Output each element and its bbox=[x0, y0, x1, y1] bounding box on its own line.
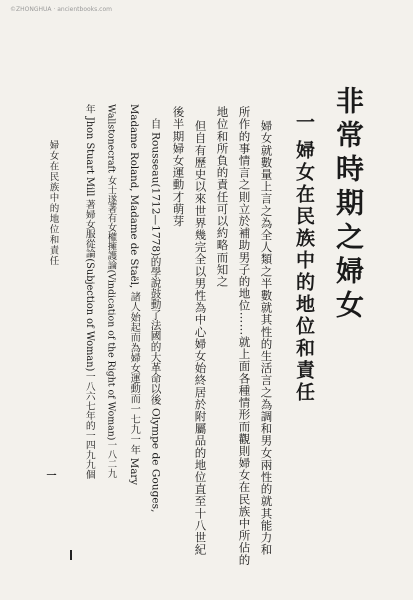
text-line: 自 Rousseau(1712—1778)的學說鼓動了法國的大革命以後 Olympe de Gouges, bbox=[149, 118, 162, 513]
section-heading: 婦女在民族中的地位和責任 bbox=[293, 140, 315, 404]
text-line: Madame Roland, Madame de Staël, 諸人始起而為婦女運動而一七九一年 Mary bbox=[128, 104, 140, 486]
text-line: 所作的事情言之則立於補助男子的地位……就上面各種情形而觀則婦女在民族中所佔的 bbox=[237, 106, 252, 566]
running-title: 婦女在民族中的地位和責任 bbox=[47, 140, 59, 266]
text-line: 地位和所負的責任可以約略而知之 bbox=[215, 106, 230, 288]
text-line: 年 Jhon Stuart Mill 著婦女服從論(Subjection of Woman)一八六七年的一四九九個 bbox=[83, 104, 95, 480]
text-line: 但自有歷史以來世界幾完全以男性為中心婦女始終居於附屬品的地位直至十八世紀 bbox=[193, 120, 208, 556]
page-mark bbox=[70, 550, 72, 560]
page-title: 非常時期之婦女 bbox=[332, 86, 365, 324]
text-line: 婦女就數量上言之為全人類之半數就其性的生活言之為調和男女兩性的就其能力和 bbox=[259, 120, 274, 556]
text-line: Wallstonecraft 女士遂著有女權擁護論(Vindication of the Right of Woman)一八二九 bbox=[105, 104, 117, 478]
watermark: ©ZHONGHUA · ancientbooks.com bbox=[10, 6, 112, 13]
text-line: 後半期婦女運動才萌芽 bbox=[171, 106, 186, 227]
page-number: 一 bbox=[44, 470, 55, 480]
section-number: 一 bbox=[293, 112, 315, 134]
